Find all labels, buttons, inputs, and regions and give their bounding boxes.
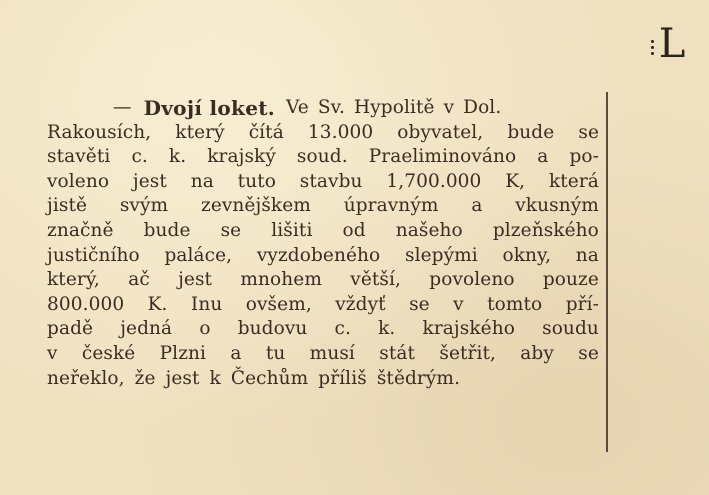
word: krajský — [207, 146, 276, 168]
word: značně — [47, 219, 114, 241]
word: tu — [265, 342, 286, 364]
headline-dash: — — [113, 97, 132, 118]
word: štědrým. — [376, 367, 461, 389]
word: tuto — [237, 170, 276, 192]
word: pouze — [542, 269, 599, 291]
word: slepými — [404, 244, 478, 266]
word: která — [548, 170, 599, 192]
word: musí — [309, 342, 355, 364]
word: se — [220, 219, 242, 241]
word: čítá — [248, 121, 284, 143]
word: na — [575, 244, 599, 266]
word: lišiti — [271, 219, 313, 241]
word: stavbu — [299, 170, 363, 192]
word: v — [453, 293, 464, 315]
word: Dol. — [463, 97, 502, 118]
word: jistě — [47, 195, 88, 217]
word: padě — [47, 318, 94, 340]
word: okny, — [502, 244, 552, 266]
word: stavěti — [47, 146, 111, 168]
word: české — [81, 342, 136, 364]
word: c. — [334, 318, 351, 340]
word: ovšem, — [245, 293, 312, 315]
column-rule — [606, 92, 608, 452]
article-line — [47, 121, 599, 146]
word: šetřit, — [439, 342, 496, 364]
word: od — [342, 219, 366, 241]
corner-letter-mark: L — [658, 21, 686, 67]
word: vkusným — [515, 195, 599, 217]
word: soudu — [542, 318, 599, 340]
word: stát — [379, 342, 416, 364]
article-line — [47, 367, 599, 392]
word: k. — [378, 318, 396, 340]
word: neřeklo, — [47, 367, 125, 389]
word: zevnějškem — [200, 195, 311, 217]
word: krajského — [422, 318, 515, 340]
word: K. — [147, 293, 168, 315]
article-text — [47, 96, 599, 391]
word: 13.000 — [307, 121, 374, 143]
article-line — [47, 96, 599, 121]
word: Praeliminováno — [368, 146, 517, 168]
word: plzeňského — [492, 219, 599, 241]
word: jedná — [120, 318, 173, 340]
article-line — [47, 293, 599, 318]
word: a — [471, 195, 483, 217]
word: který, — [47, 269, 100, 291]
article-line — [47, 244, 599, 269]
article-line — [47, 145, 599, 170]
word: Sv. — [317, 97, 345, 118]
word: tomto — [487, 293, 543, 315]
word: a — [537, 146, 549, 168]
word: K, — [505, 170, 526, 192]
word: a — [230, 342, 242, 364]
word: jest — [165, 367, 200, 389]
word: voleno — [47, 170, 110, 192]
word: o — [199, 318, 211, 340]
word: že — [134, 367, 156, 389]
word: ač — [128, 269, 150, 291]
article-line — [47, 194, 599, 219]
word: k. — [168, 146, 187, 168]
word: 1,700.000 — [386, 170, 482, 192]
word: Plzni — [159, 342, 207, 364]
word: vyzdobeného — [256, 244, 381, 266]
word: k — [209, 367, 221, 389]
word: větší, — [350, 269, 401, 291]
article-line — [47, 219, 599, 244]
word: jest — [178, 269, 213, 291]
word: bude — [143, 219, 191, 241]
word: úpravným — [343, 195, 439, 217]
word: který — [175, 121, 225, 143]
word: vždyť — [335, 293, 386, 315]
word: c. — [131, 146, 148, 168]
word: aby — [520, 342, 554, 364]
word: příliš — [318, 367, 367, 389]
word: justičního — [47, 244, 140, 266]
word: pří- — [565, 293, 599, 315]
word: paláce, — [164, 244, 233, 266]
word: na — [190, 170, 214, 192]
word: 800.000 — [47, 293, 125, 315]
word: soud. — [296, 146, 348, 168]
article-line — [47, 170, 599, 195]
word: Rakousích, — [47, 121, 152, 143]
word: v — [443, 97, 455, 118]
word: po- — [569, 146, 599, 168]
word: se — [409, 293, 430, 315]
article-line — [47, 268, 599, 293]
word: svým — [119, 195, 169, 217]
word: v — [47, 342, 58, 364]
word: mnohem — [240, 269, 322, 291]
word: obyvatel, — [397, 121, 484, 143]
word: Čechům — [230, 367, 309, 389]
article-line — [47, 342, 599, 367]
word: Ve — [286, 97, 309, 118]
headline: Dvojí loket. — [143, 96, 276, 120]
word: Hypolitě — [353, 97, 435, 118]
word: se — [578, 342, 599, 364]
word: povoleno — [429, 269, 515, 291]
article-line — [47, 317, 599, 342]
word: bude — [507, 121, 555, 143]
word: jest — [132, 170, 167, 192]
word: se — [578, 121, 599, 143]
word: budovu — [237, 318, 308, 340]
word: našeho — [395, 219, 463, 241]
word: Inu — [190, 293, 223, 315]
